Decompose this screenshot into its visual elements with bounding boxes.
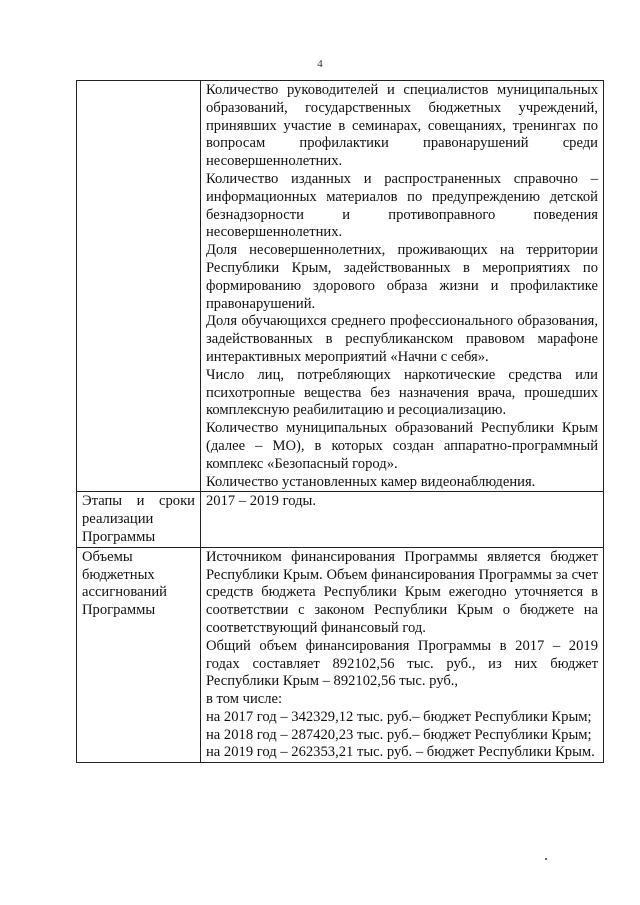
row-label-indicators xyxy=(77,81,201,492)
table-row-indicators xyxy=(77,81,604,492)
funding-text: на 2017 год – 342329,12 тыс. руб.– бюджет Республики Крым; xyxy=(206,708,592,725)
indicator-text: Число лиц, потребляющих наркотические средства или психотропные вещества без назначения врача, прошедших комплексную реабилитацию и ресоциализацию. xyxy=(206,366,598,419)
funding-label: Объемы бюджетных ассигнований Программы xyxy=(82,548,167,619)
indicator-text: Количество изданных и распространенных справочно – информационных материалов по предупреждению детской безнадзорности и противоправного поведения несовершеннолетних. xyxy=(206,170,598,241)
funding-text: на 2019 год – 262353,21 тыс. руб. – бюджет Республики Крым. xyxy=(206,744,595,761)
indicator-text: Доля несовершеннолетних, проживающих на территории Республики Крым, задействованных в мероприятиях по формированию здорового образа жизни и профилактике правонарушений. xyxy=(206,242,598,312)
stages-text: 2017 – 2019 годы. xyxy=(206,493,316,510)
row-label-funding xyxy=(77,547,201,763)
page-number: 4 xyxy=(317,58,323,70)
program-passport-table xyxy=(76,80,604,763)
table-row-stages xyxy=(77,492,604,547)
indicator-text: Количество руководителей и специалистов муниципальных образований, государственных бюджетных учреждений, принявших участие в семинарах, совещаниях, тренингах по вопросам профилактики правонарушений среди несовершеннолетних. xyxy=(206,82,598,170)
stages-label: Этапы и сроки реализации Программы xyxy=(82,493,195,545)
row-content-indicators xyxy=(201,81,604,492)
funding-text: Общий объем финансирования Программы в 2017 – 2019 годах составляет 892102,56 тыс. руб., из них бюджет Республики Крым – 892102,56 тыс. руб., xyxy=(206,637,598,690)
row-label-stages xyxy=(77,492,201,547)
row-content-stages xyxy=(201,492,604,547)
funding-text: на 2018 год – 287420,23 тыс. руб.– бюджет Республики Крым; xyxy=(206,726,592,743)
funding-text: в том числе: xyxy=(206,691,283,708)
row-content-funding xyxy=(201,547,604,763)
scan-artifact-dot xyxy=(545,858,547,860)
table-row-funding xyxy=(77,547,604,763)
indicator-text: Доля обучающихся среднего профессионального образования, задействованных в республиканском правовом марафоне интерактивных мероприятий «Начни с себя». xyxy=(206,313,598,365)
indicator-text: Количество установленных камер видеонаблюдения. xyxy=(206,473,536,490)
indicator-text: Количество муниципальных образований Республики Крым (далее – МО), в которых создан аппаратно-программный комплекс «Безопасный город». xyxy=(206,420,598,472)
funding-text: Источником финансирования Программы является бюджет Республики Крым. Объем финансирования Программы за счет средств бюджета Республики Крым ежегодно уточняется в соответствии с законом Республики Крым о бюджете на соответствующий финансовый год. xyxy=(206,548,598,636)
